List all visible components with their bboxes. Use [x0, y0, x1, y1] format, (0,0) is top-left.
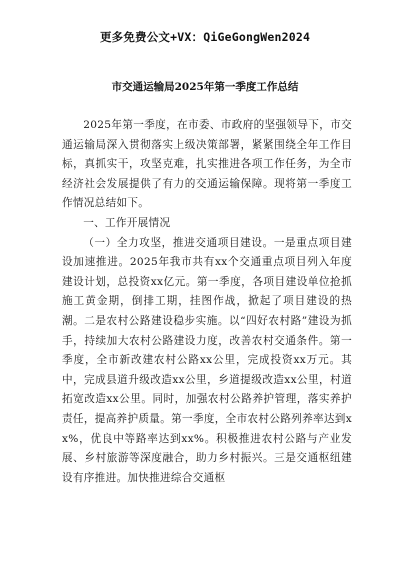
promo-banner: 更多免费公文+VX：QiGeGongWen2024: [99, 30, 311, 44]
intro-paragraph: 2025年第一季度，在市委、市政府的坚强领导下，市交通运输局深入贯彻落实上级决策部署，紧紧围绕全年工作目标，真抓实干，攻坚克难，扎实推进各项工作任务，为全市经济社会发展提供了有力的交通运输保障。现将第一季度工作情况总结如下。: [62, 119, 352, 210]
document-title: 市交通运输局2025年第一季度工作总结: [111, 81, 299, 93]
document-body: [62, 116, 352, 488]
section-heading: 一、工作开展情况: [83, 216, 171, 229]
body-paragraph: （一）全力攻坚，推进交通项目建设。一是重点项目建设加速推进。2025年我市共有xx个交通重点项目列入年度建设计划，总投资xx亿元。第一季度，各项目建设单位抢抓施工黄金期，倒排工期，挂图作战，掀起了项目建设的热潮。二是农村公路建设稳步实施。以“四好农村路”建设为抓手，持续加大农村公路建设力度，改善农村交通条件。第一季度，全市新改建农村公路xx公里，完成投资xx万元。其中，完成县道升级改造xx公里，乡道提级改造xx公里，村道拓宽改造xx公里。同时，加强农村公路养护管理，落实养护责任，提高养护质量。第一季度，全市农村公路列养率达到xx%，优良中等路率达到xx%。积极推进农村公路与产业发展、乡村旅游等深度融合，助力乡村振兴。三是交通枢纽建设有序推进。加快推进综合交通枢: [62, 236, 352, 484]
